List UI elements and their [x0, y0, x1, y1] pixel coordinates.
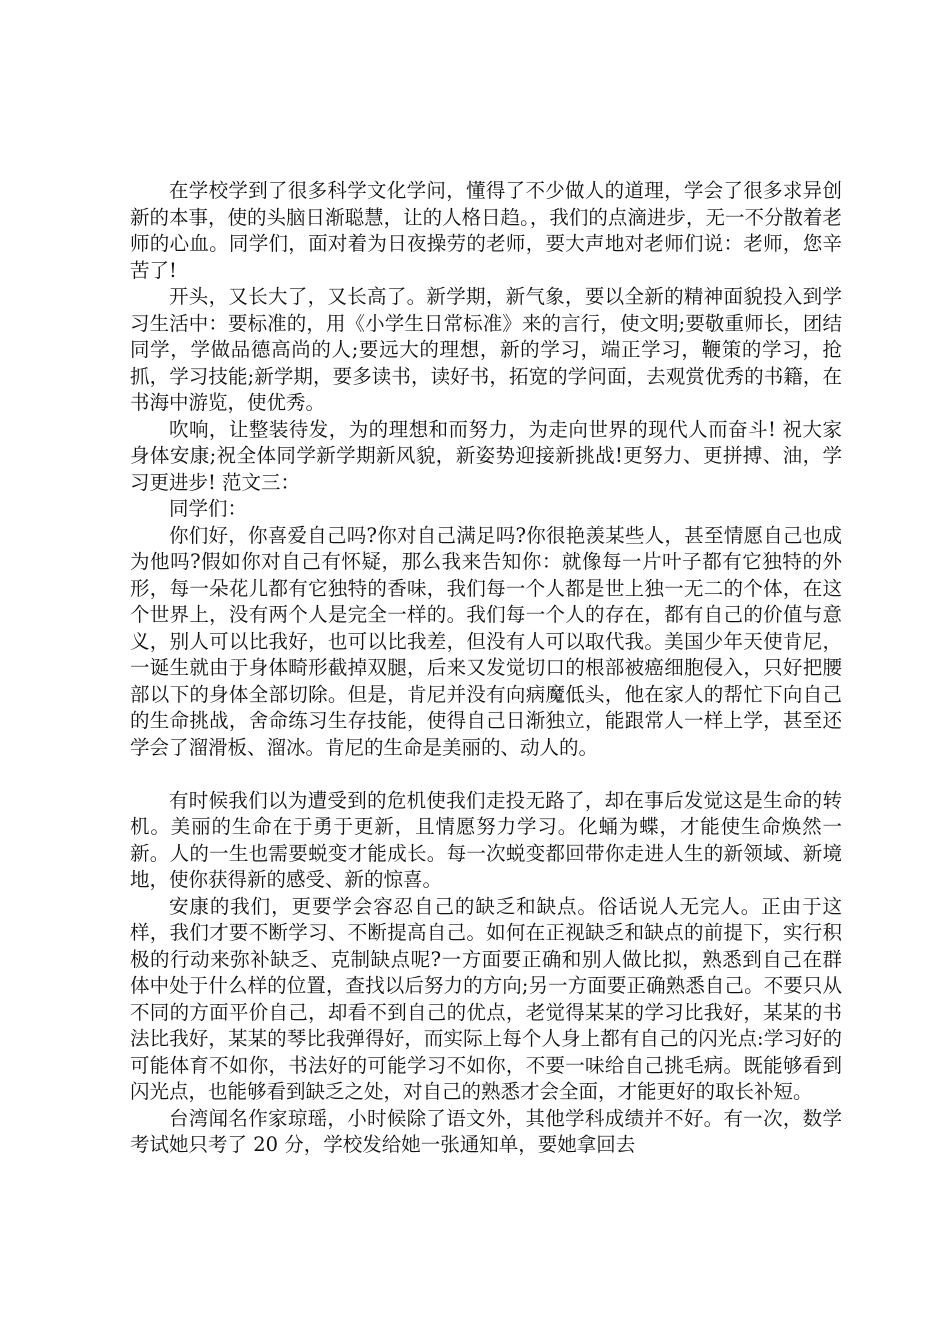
- paragraph-transformation: 有时候我们以为遭受到的危机使我们走投无路了，却在事后发觉这是生命的转机。美丽的生命在于勇于更新，且情愿努力学习。化蛹为蝶，才能使生命焕然一新。人的一生也需要蜕变才能成长。每一次蜕变都回带你走进人生的新领域、新境地，使你获得新的感受、新的惊喜。: [130, 788, 842, 891]
- paragraph-qiongyao: 台湾闻名作家琼瑶，小时候除了语文外，其他学科成绩并不好。有一次，数学考试她只考了 20 分，学校发给她一张通知单，要她拿回去: [130, 1106, 842, 1156]
- paragraph-shortcomings: 安康的我们，更要学会容忍自己的缺乏和缺点。俗话说人无完人。正由于这样，我们才要不断学习、不断提高自己。如何在正视缺乏和缺点的前提下，实行积极的行动来弥补缺乏、克制缺点呢?一方面要正确和别人做比拟，熟悉到自己在群体中处于什么样的位置，查找以后努力的方向;另一方面要正确熟悉自己。不要只从不同的方面平价自己，却看不到自己的优点，老觉得某某的学习比我好，某某的书法比我好，某某的琴比我弹得好，而实际上每个人身上都有自己的闪光点:学习好的可能体育不如你，书法好的可能学习不如你，不要一味给自己挑毛病。既能够看到闪光点，也能够看到缺乏之处，对自己的熟悉才会全面，才能更好的取长补短。: [130, 894, 842, 1103]
- paragraph-salutation: 同学们：: [169, 497, 248, 520]
- paragraph-new-semester: 开头，又长大了，又长高了。新学期，新气象，要以全新的精神面貌投入到学习生活中：要标准的，用《小学生日常标准》来的言行，使文明;要敬重师长，团结同学，学做品德高尚的人;要远大的理想，新的学习，端正学习，鞭策的学习，抢抓，学习技能;新学期，要多读书，读好书，拓宽的学问面，去观赏优秀的书籍，在书海中游览，使优秀。: [130, 285, 842, 414]
- document-body: [130, 178, 842, 1159]
- paragraph-spacer: [130, 761, 842, 788]
- paragraph-teacher-thanks: 在学校学到了很多科学文化学问，懂得了不少做人的道理，学会了很多求异创新的本事，使的头脑日渐聪慧，让的人格日趋。，我们的点滴进步，无一不分散着老师的心血。同学们，面对着为日夜操劳的老师，要大声地对老师们说：老师，您辛苦了!: [130, 179, 842, 282]
- paragraph-self-love: 你们好，你喜爱自己吗?你对自己满足吗?你很艳羡某些人，甚至情愿自己也成为他吗?假如你对自己有怀疑，那么我来告知你：就像每一片叶子都有它独特的外形，每一朵花儿都有它独特的香味，我们每一个人都是世上独一无二的个体，在这个世界上，没有两个人是完全一样的。我们每一个人的存在，都有自己的价值与意义，别人可以比我好，也可以比我差，但没有人可以取代我。美国少年天使肯尼，一诞生就由于身体畸形截掉双腿，后来又发觉切口的根部被癌细胞侵入，只好把腰部以下的身体全部切除。但是，肯尼并没有向病魔低头，他在家人的帮忙下向自己的生命挑战，舍命练习生存技能，使得自己日渐独立，能跟常人一样上学，甚至还学会了溜滑板、溜冰。肯尼的生命是美丽的、动人的。: [130, 523, 842, 759]
- paragraph-encouragement: 吹响，让整装待发，为的理想和而努力，为走向世界的现代人而奋斗! 祝大家身体安康;祝全体同学新学期新风貌，新姿势迎接新挑战!更努力、更拼搏、油，学习更进步! 范文三：: [130, 417, 842, 494]
